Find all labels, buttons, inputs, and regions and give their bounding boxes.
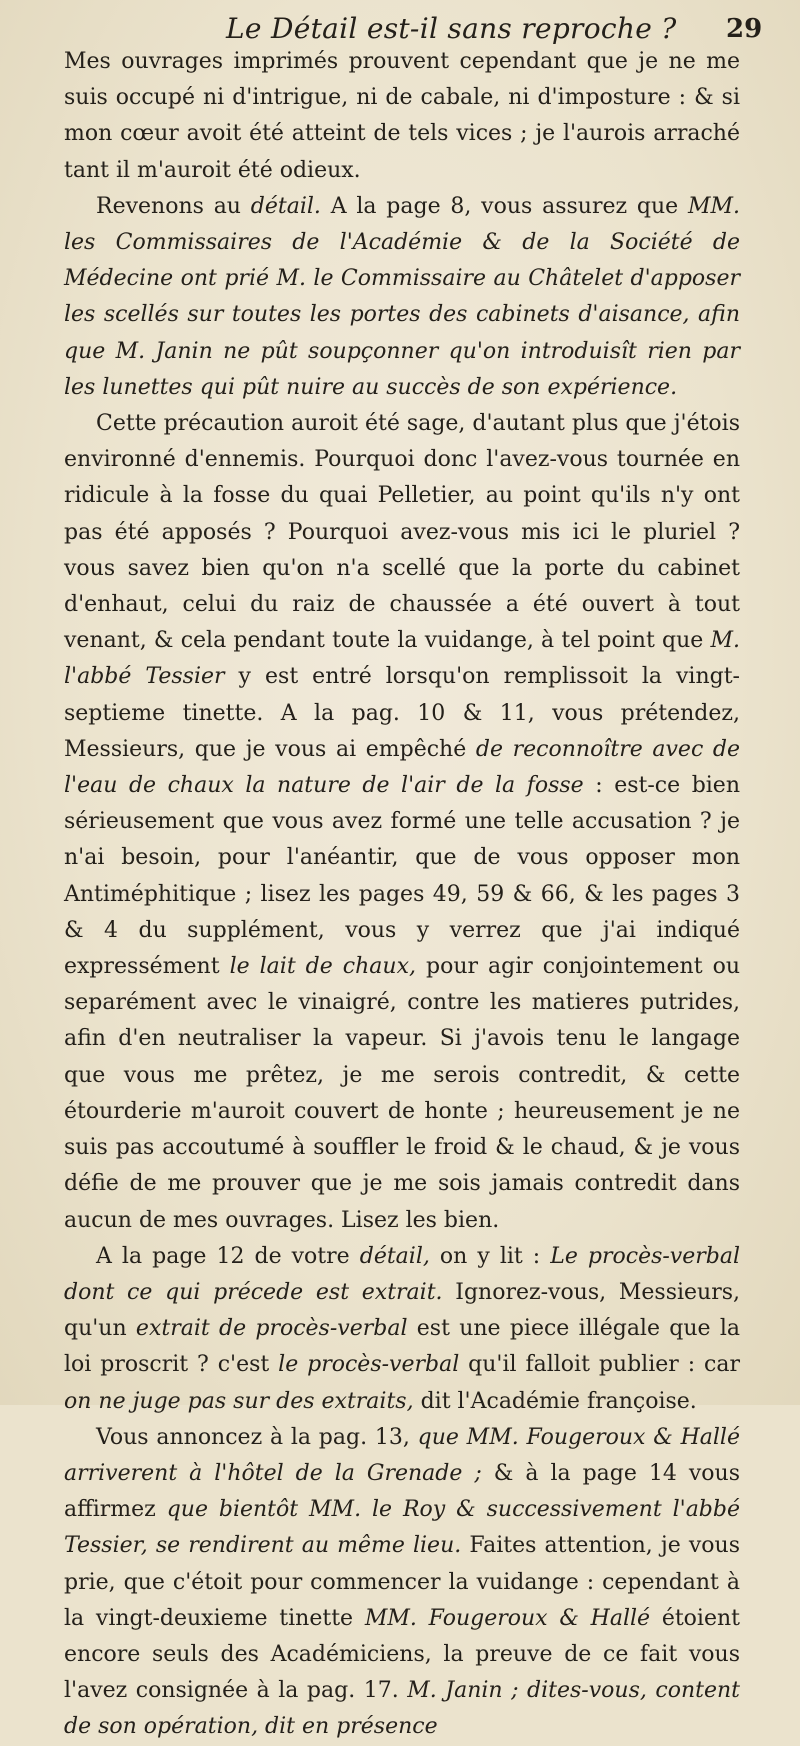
text-run: Faites attention, je vous prie, que c'étoit pour commencer la vuidange : cependant à la vingt-deuxieme tinette bbox=[64, 1533, 740, 1631]
italic-text: MM. les Commissaires de l'Académie & de la Société de Médecine ont prié M. le Commissaire au Châtelet d'apposer les scellés sur toutes les portes des cabinets d'aisance, afin que M. Janin ne pût soupçonner qu'on introduisît rien par les lunettes qui pût nuire au succès de son expérience. bbox=[64, 193, 740, 400]
page-header bbox=[0, 6, 800, 46]
text-run: est une piece illégale que la loi proscrit ? c'est bbox=[64, 1316, 740, 1378]
italic-text: de reconnoître avec de l'eau de chaux la nature de l'air de la fosse bbox=[64, 736, 741, 799]
italic-text: M. Janin ; dites-vous, content de son opération, dit en présence bbox=[64, 1678, 740, 1740]
text-run: pour agir conjointement ou separément avec le vinaigré, contre les matieres putrides, afin d'en neutraliser la vapeur. Si j'avois tenu le langage que vous me prêtez, je me serois contredit, & cette étourderie m'auroit couvert de honte ; heureusement je ne suis pas accoutumé à souffler le froid & le chaud, & je vous défie de me prouver que je me sois jamais contredit dans aucun de mes ouvrages. Lisez les bien. bbox=[64, 954, 740, 1233]
text-run: : est-ce bien sérieusement que vous avez formé une telle accusation ? je n'ai besoin, pour l'anéantir, que de vous opposer mon Antiméphitique ; lisez les pages 49, 59 & 66, & les pages 3 & 4 du supplément, vous y verrez que j'ai indiqué expressément bbox=[64, 773, 740, 980]
running-head: Le Détail est-il sans reproche ? bbox=[226, 12, 677, 45]
paragraph bbox=[64, 1239, 740, 1420]
italic-text: on ne juge pas sur des extraits, bbox=[64, 1388, 414, 1414]
paragraph bbox=[64, 406, 740, 1239]
text-run: A la page 12 de votre bbox=[96, 1243, 360, 1269]
italic-text: M. l'abbé Tessier bbox=[64, 628, 740, 690]
paragraph bbox=[64, 189, 740, 406]
text-run: qu'il falloit publier : car bbox=[459, 1352, 740, 1378]
italic-text: que bientôt MM. le Roy & successivement l'abbé Tessier, se rendirent au même lieu. bbox=[64, 1497, 740, 1559]
text-run: Revenons au bbox=[96, 193, 251, 219]
text-run: dit l'Académie françoise. bbox=[413, 1388, 697, 1414]
text-run: A la page 8, vous assurez que bbox=[320, 193, 688, 219]
page-number: 29 bbox=[726, 14, 763, 44]
italic-text: le procès-verbal bbox=[278, 1352, 460, 1378]
italic-text: le lait de chaux, bbox=[229, 954, 416, 980]
paragraph bbox=[64, 44, 740, 189]
text-run: Cette précaution auroit été sage, d'autant plus que j'étois environné d'ennemis. Pourquoi donc l'avez-vous tournée en ridicule à la fosse du quai Pelletier, au point qu'ils n'y ont pas été apposés ? Pourquoi avez-vous mis ici le pluriel ? vous savez bien qu'on n'a scellé que la porte du cabinet d'enhaut, celui du raiz de chaussée a été ouvert à tout venant, & cela pendant toute la vuidange, à tel point que bbox=[64, 411, 740, 654]
paragraph bbox=[64, 1420, 740, 1746]
text-run: étoient encore seuls des Académiciens, la preuve de ce fait vous l'avez consignée à la pag. 17. bbox=[64, 1605, 740, 1704]
text-run: Mes ouvrages imprimés prouvent cependant que je ne me suis occupé ni d'intrigue, ni de cabale, ni d'imposture : & si mon cœur avoit été atteint de tels vices ; je l'aurois arraché tant il m'auroit été odieux. bbox=[64, 49, 740, 183]
text-run: y est entré lorsqu'on remplissoit la vingt-septieme tinette. A la pag. 10 & 11, vous prétendez, Messieurs, que je vous ai empêché bbox=[64, 664, 740, 762]
italic-text: extrait de procès-verbal bbox=[135, 1316, 408, 1342]
text-run: Ignorez-vous, Messieurs, qu'un bbox=[64, 1279, 741, 1342]
text-run: Vous annoncez à la pag. 13, bbox=[96, 1424, 418, 1450]
italic-text: détail. bbox=[250, 193, 321, 219]
text-run: on y lit : bbox=[429, 1243, 551, 1269]
italic-text: détail, bbox=[359, 1243, 430, 1269]
body-text bbox=[64, 44, 740, 1746]
italic-text: MM. Fougeroux & Hallé bbox=[364, 1605, 651, 1631]
italic-text: Le procès-verbal dont ce qui précede est extrait. bbox=[64, 1243, 741, 1305]
italic-text: que MM. Fougeroux & Hallé arriverent à l'hôtel de la Grenade ; bbox=[64, 1424, 740, 1486]
text-run: & à la page 14 vous affirmez bbox=[64, 1460, 740, 1523]
